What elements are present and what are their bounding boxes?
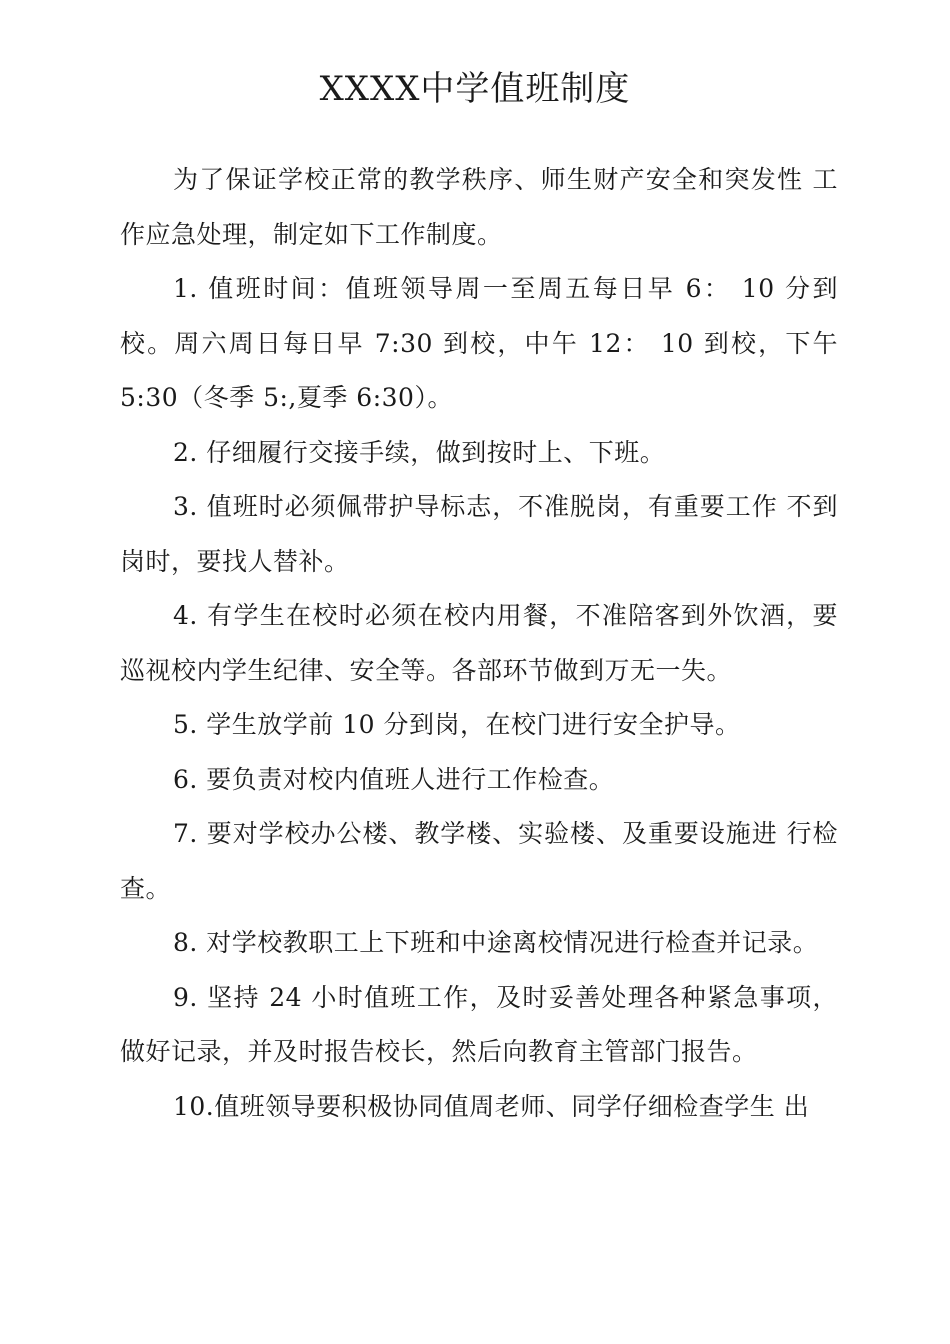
rule-item-7: 7. 要对学校办公楼、教学楼、实验楼、及重要设施进 行检查。 (120, 819, 838, 903)
intro-paragraph: 为了保证学校正常的教学秩序、师生财产安全和突发性 工作应急处理，制定如下工作制度。 (120, 165, 838, 249)
rule-item-10: 10.值班领导要积极协同值周老师、同学仔细检查学生 出 (173, 1091, 810, 1121)
rule-item-6: 6. 要负责对校内值班人进行工作检查。 (173, 764, 615, 794)
rule-item-4: 4. 有学生在校时必须在校内用餐，不准陪客到外饮酒，要巡视校内学生纪律、安全等。各部环节做到万无一失。 (120, 601, 838, 685)
rule-item-8: 8. 对学校教职工上下班和中途离校情况进行检查并记录。 (173, 928, 819, 957)
document-body (120, 153, 838, 1134)
document-title: XXXX中学值班制度 (319, 69, 631, 109)
rule-item-5: 5. 学生放学前 10 分到岗，在校门进行安全护导。 (173, 710, 741, 739)
rule-item-1: 1. 值班时间：值班领导周一至周五每日早 6： 10 分到校。周六周日每日早 7:30 到校，中午 12： 10 到校，下午 5:30（冬季 5:,夏季 6:30）。 (120, 274, 838, 412)
rule-item-9: 9. 坚持 24 小时值班工作，及时妥善处理各种紧急事项，做好记录，并及时报告校长，然后向教育主管部门报告。 (120, 982, 838, 1066)
rule-item-2: 2. 仔细履行交接手续，做到按时上、下班。 (173, 437, 666, 467)
rule-item-3: 3. 值班时必须佩带护导标志，不准脱岗，有重要工作 不到岗时，要找人替补。 (120, 492, 838, 576)
